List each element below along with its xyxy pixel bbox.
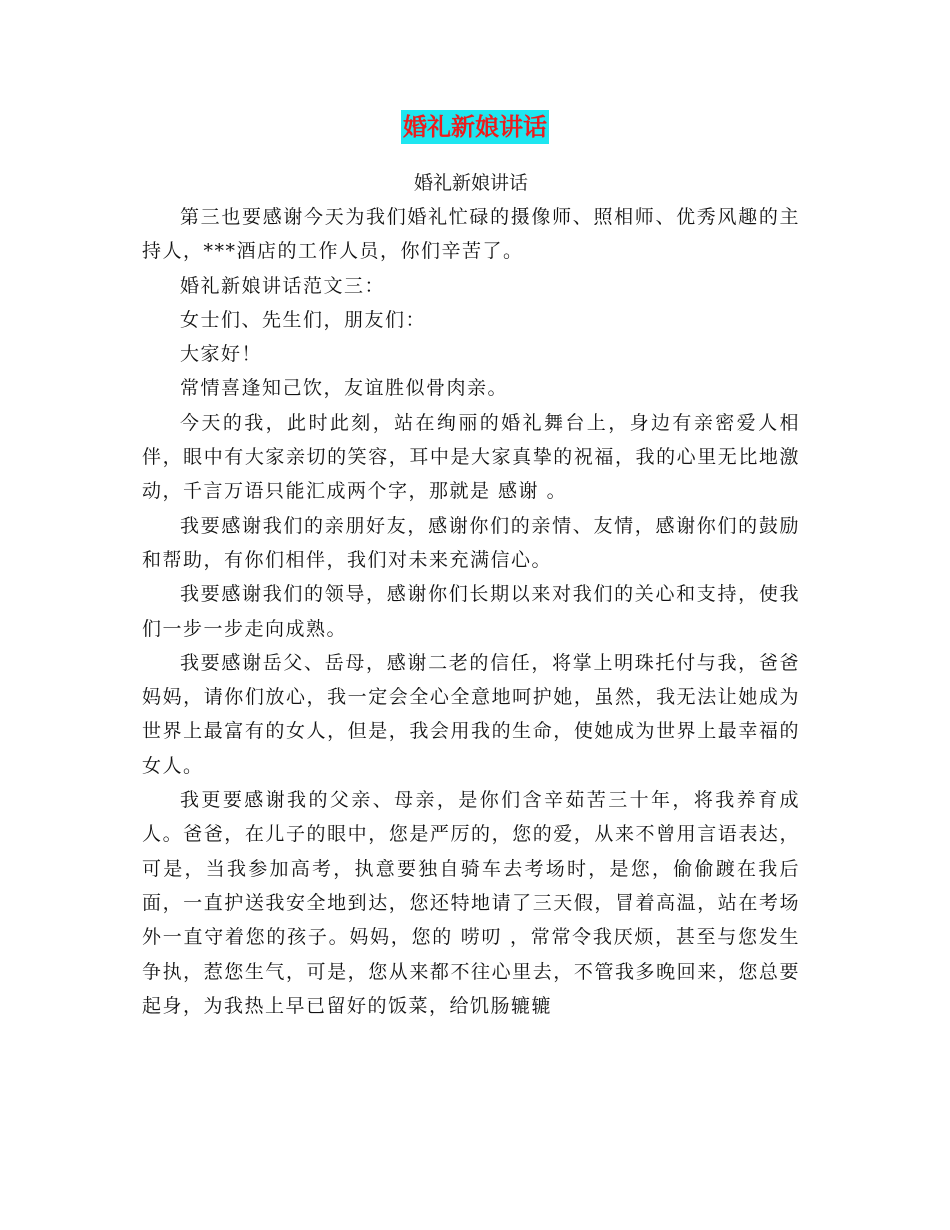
paragraph: 我要感谢我们的领导，感谢你们长期以来对我们的关心和支持，使我们一步一步走向成熟。 [142, 583, 800, 640]
paragraph: 第三也要感谢今天为我们婚礼忙碌的摄像师、照相师、优秀风趣的主持人，***酒店的工作人员，你们辛苦了。 [142, 206, 800, 263]
paragraph: 我要感谢岳父、岳母，感谢二老的信任，将掌上明珠托付与我，爸爸妈妈，请你们放心，我一定会全心全意地呵护她，虽然，我无法让她成为世界上最富有的女人，但是，我会用我的生命，使她成为世界上最幸福的女人。 [142, 651, 800, 777]
paragraph: 女士们、先生们，朋友们： [180, 308, 427, 331]
paragraph: 大家好！ [180, 343, 263, 366]
document-body [142, 166, 800, 1023]
paragraph: 我更要感谢我的父亲、母亲，是你们含辛茹苦三十年，将我养育成人。爸爸，在儿子的眼中，您是严厉的，您的爱，从来不曾用言语表达，可是，当我参加高考，执意要独自骑车去考场时，是您，偷偷踱在我后面，一直护送我安全地到达，您还特地请了三天假，冒着高温，站在考场外一直守着您的孩子。妈妈，您的 唠叨 ，常常令我厌烦，甚至与您发生争执，惹您生气，可是，您从来都不往心里去，不管我多晚回来，您总要起身，为我热上早已留好的饭菜，给饥肠辘辘 [142, 789, 800, 1017]
paragraph: 婚礼新娘讲话范文三： [180, 274, 386, 297]
paragraph: 常情喜逢知己饮，友谊胜似骨肉亲。 [180, 377, 509, 400]
paragraph: 今天的我，此时此刻，站在绚丽的婚礼舞台上，身边有亲密爱人相伴，眼中有大家亲切的笑容，耳中是大家真挚的祝福，我的心里无比地激动，千言万语只能汇成两个字，那就是 感谢 。 [142, 411, 800, 503]
document-subtitle: 婚礼新娘讲话 [413, 172, 528, 194]
title-area [0, 110, 950, 144]
paragraph: 我要感谢我们的亲朋好友，感谢你们的亲情、友情，感谢你们的鼓励和帮助，有你们相伴，我们对未来充满信心。 [142, 514, 800, 571]
document-title: 婚礼新娘讲话 [401, 110, 549, 144]
